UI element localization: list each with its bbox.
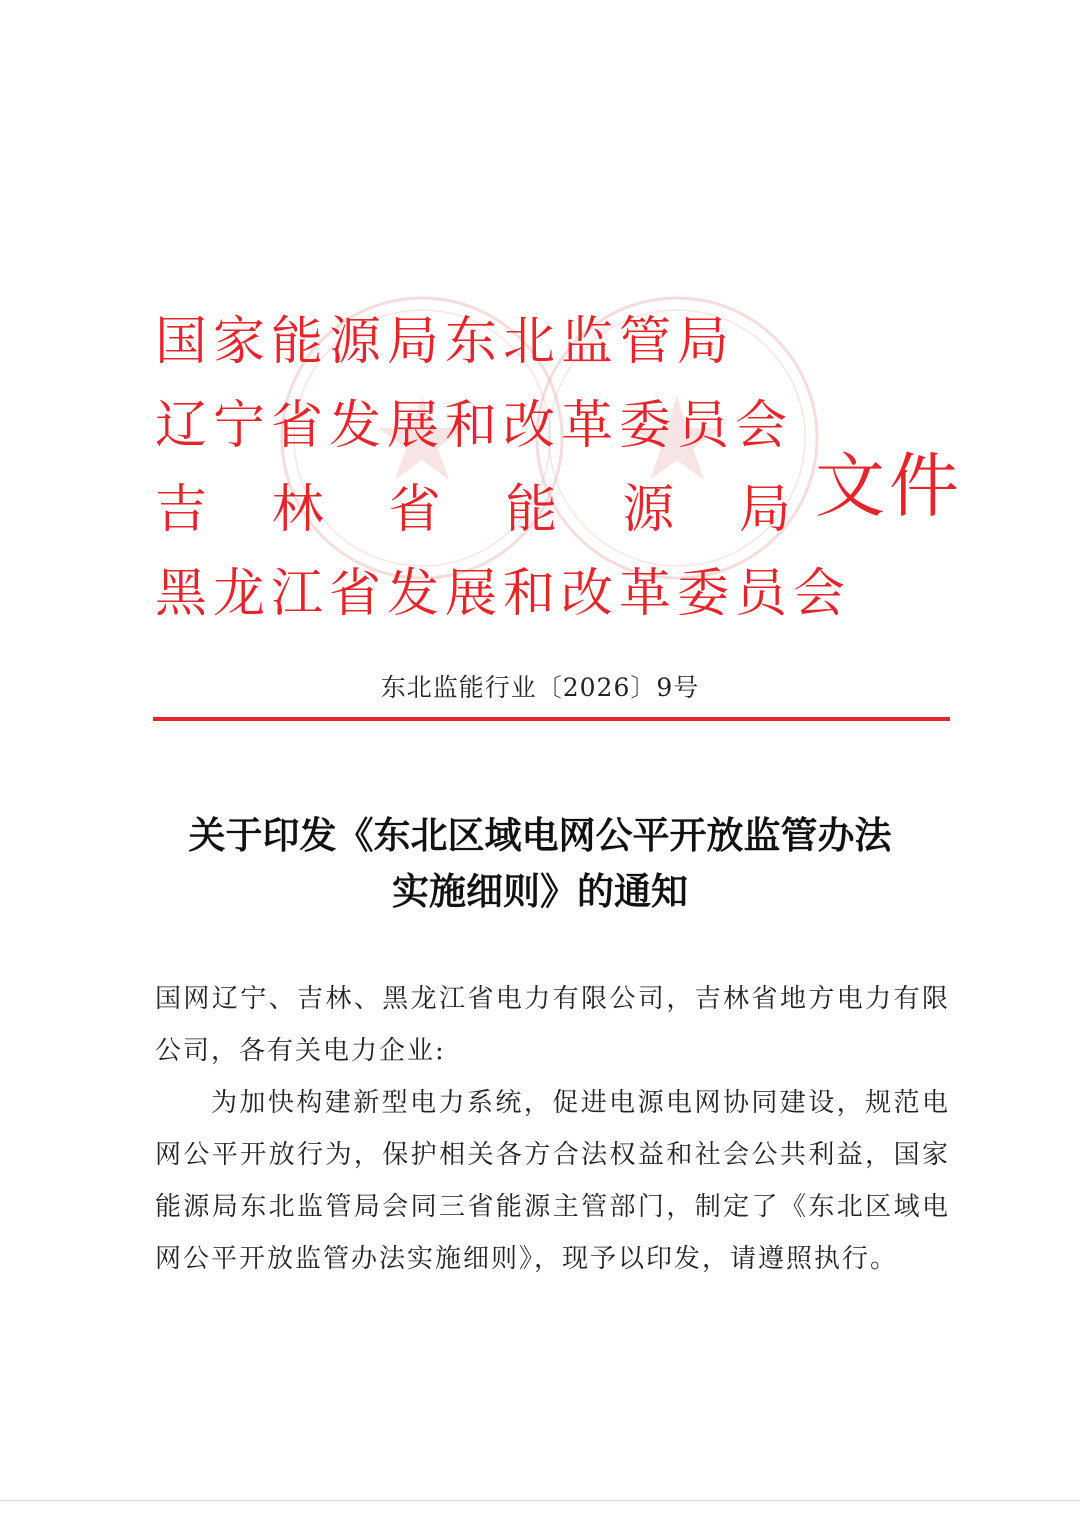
- page-bottom-border: [0, 1500, 1080, 1501]
- issuer-line-3-char: 能: [505, 480, 558, 540]
- issuer-line-1: 国家能源局东北监管局: [155, 312, 736, 372]
- issuer-line-3-char: 吉: [155, 480, 208, 540]
- issuer-line-2: 辽宁省发展和改革委员会: [155, 396, 794, 456]
- issuing-authorities: [155, 300, 852, 636]
- issuer-line-4: 黑龙江省发展和改革委员会: [155, 564, 852, 624]
- document-suffix: 文件: [815, 445, 963, 527]
- issuer-line-3-char: 局: [738, 480, 791, 540]
- document-body: [155, 973, 950, 1285]
- issuer-line-3: [155, 468, 791, 552]
- issuer-line-3-char: 源: [622, 480, 675, 540]
- document-title: [150, 808, 930, 920]
- issuer-line-3-char: 省: [388, 480, 441, 540]
- body-paragraph: 为加快构建新型电力系统，促进电源电网协同建设，规范电网公平开放行为，保护相关各方合法权益和社会公共利益，国家能源局东北监管局会同三省能源主管部门，制定了《东北区域电网公平开放监管办法实施细则》，现予以印发，请遵照执行。: [155, 1088, 950, 1274]
- document-number: 东北监能行业〔2026〕9号: [380, 673, 700, 702]
- issuer-line-3-char: 林: [271, 480, 324, 540]
- recipients: 国网辽宁、吉林、黑龙江省电力有限公司，吉林省地方电力有限公司，各有关电力企业:: [155, 984, 950, 1066]
- title-line-2: 实施细则》的通知: [392, 870, 688, 913]
- title-line-1: 关于印发《东北区域电网公平开放监管办法: [188, 814, 892, 857]
- red-divider: [153, 717, 950, 721]
